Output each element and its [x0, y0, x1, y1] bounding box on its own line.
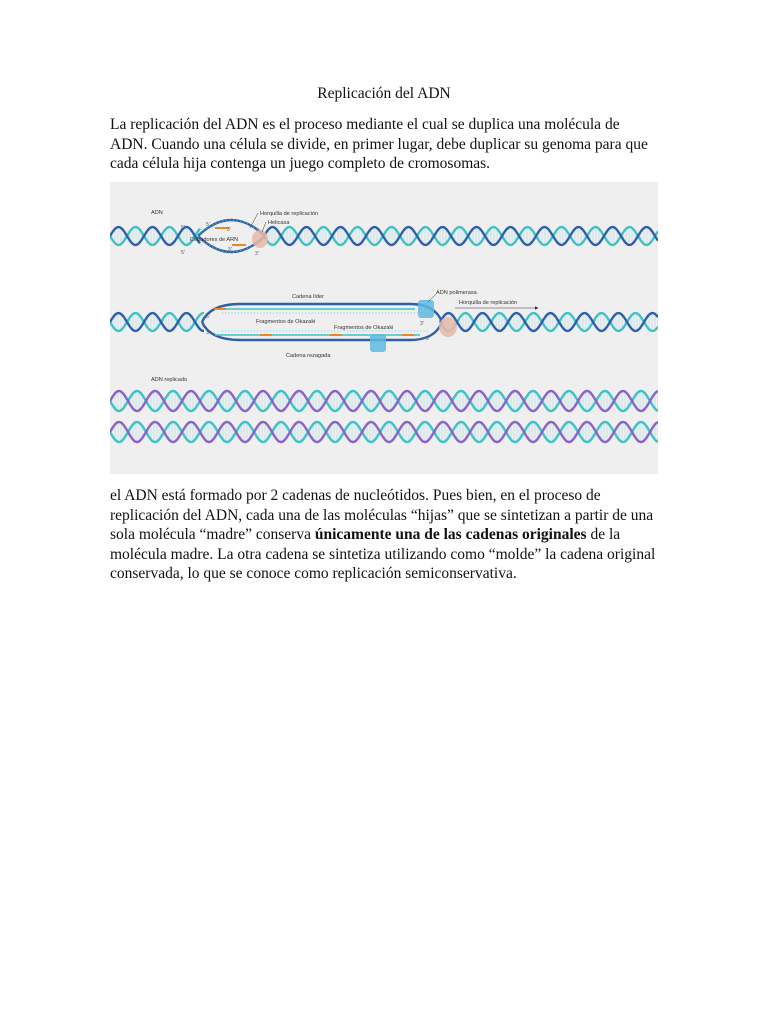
explanation-paragraph	[110, 486, 658, 584]
dna-replicated-2	[110, 422, 658, 442]
intro-paragraph: La replicación del ADN es el proceso mediante el cual se duplica una molécula de ADN. Cuando una célula se divide, en primer lugar, debe duplicar su genoma para que cada célula hija contenga un juego completo de cromosomas.	[110, 116, 648, 172]
svg-text:5': 5'	[206, 314, 210, 320]
label-adn-polimerasa: ADN polimerasa	[436, 290, 477, 296]
polymerase-top	[418, 300, 434, 318]
svg-text:5': 5'	[181, 225, 185, 231]
helicase-shape	[252, 230, 268, 248]
label-helicasa: Helicasa	[268, 220, 290, 226]
dna-replication-diagram	[110, 182, 658, 474]
label-horquilla-2: Horquilla de replicación	[459, 300, 518, 306]
document-title: Replicación del ADN	[317, 85, 451, 102]
svg-text:3': 3'	[206, 330, 210, 336]
polymerase-bottom	[370, 334, 386, 352]
svg-text:3': 3'	[227, 227, 231, 233]
svg-text:5': 5'	[426, 336, 430, 342]
label-cadena-lider: Cadena líder	[292, 294, 325, 300]
label-cebadores: Cebadores de ARN	[190, 237, 239, 243]
explanation-text-start: el ADN está formado por 2 cadenas de nucleótidos. Pues bien, en el proceso de replicación del ADN, cada una de las moléculas “hijas” que se sintetizan a partir de una sola molécula “madre” conserva	[110, 487, 654, 543]
explanation-bold: únicamente una de las cadenas originales	[314, 526, 587, 543]
label-adn-replicado: ADN replicado	[151, 377, 188, 383]
primer-bottom	[232, 244, 246, 246]
dna-replication-figure	[110, 182, 658, 474]
svg-text:3': 3'	[228, 247, 232, 253]
label-adn: ADN	[151, 210, 163, 216]
explanation-text-end: de la molécula madre. La otra cadena se sintetiza utilizando como “molde” la cadena original conservada, lo que se conoce como replicación semiconservativa.	[110, 526, 656, 582]
okazaki-primer-3	[402, 334, 414, 336]
label-fragmentos-2: Fragmentos de Okazaki	[334, 325, 394, 331]
svg-text:3': 3'	[255, 251, 259, 257]
svg-text:5': 5'	[181, 250, 185, 256]
okazaki-primer-2	[330, 334, 342, 336]
okazaki-primer-1	[260, 334, 272, 336]
dna-replicated-1	[110, 391, 658, 411]
label-cadena-rezagada: Cadena rezagada	[286, 353, 331, 359]
helicase-row2	[439, 317, 457, 337]
svg-text:5': 5'	[206, 222, 210, 228]
label-horquilla: Horquilla de replicación	[260, 211, 319, 217]
label-fragmentos-1: Fragmentos de Okazaki	[256, 319, 316, 325]
svg-text:3': 3'	[420, 321, 424, 327]
